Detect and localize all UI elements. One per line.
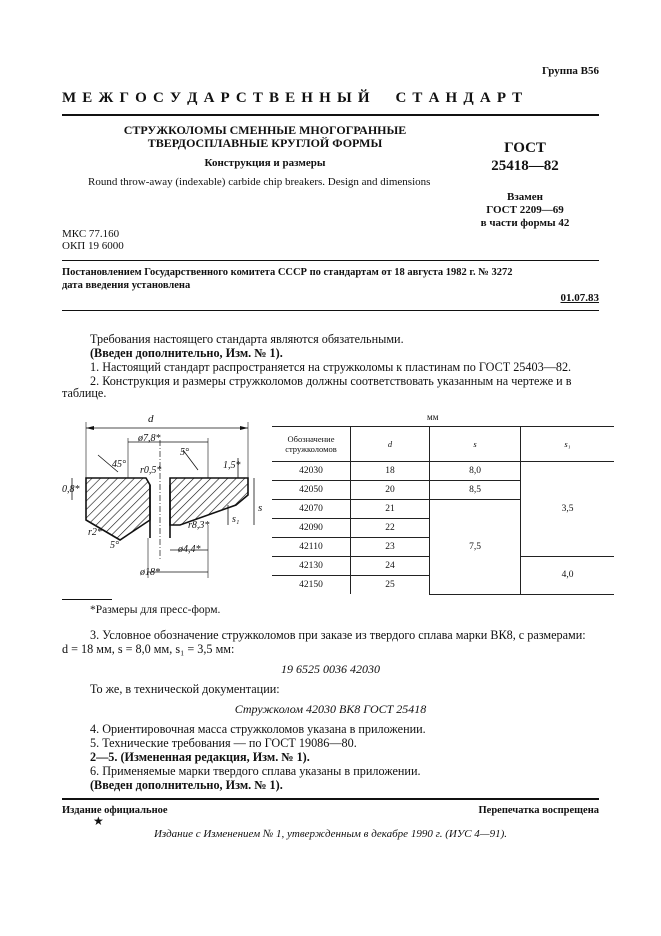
subtitle: Конструкция и размеры <box>204 157 326 169</box>
dim-d: d <box>148 413 154 425</box>
dimensions-table <box>272 426 614 595</box>
table-row: 42030 18 8,0 3,5 <box>272 462 614 481</box>
footnote-rule <box>62 599 112 600</box>
dim-4-4: ø4,4* <box>178 544 201 555</box>
table-row: 42090 22 <box>272 519 614 538</box>
footnote: *Размеры для пресс-форм. <box>90 604 221 616</box>
table-unit: мм <box>427 412 439 422</box>
mks-code: МКС 77.160 <box>62 228 120 240</box>
group-label: Группа В56 <box>541 65 599 77</box>
star-icon: ★ <box>93 814 104 828</box>
breaker-drawing <box>58 410 270 590</box>
dim-s: s <box>258 502 263 514</box>
replaces-label: Взамен <box>507 191 543 203</box>
para-amend-1: (Введен дополнительно, Изм. № 1). <box>90 346 283 360</box>
para-tech: То же, в технической документации: <box>90 682 280 696</box>
edition-note: Издание с Изменением № 1, утвержденным в декабре 1990 г. (ИУС 4—91). <box>153 828 508 840</box>
table-row: 42050 20 8,5 <box>272 481 614 500</box>
decree-rule <box>62 310 599 311</box>
header-d: d <box>351 427 430 462</box>
table-header-row <box>272 427 614 462</box>
para-3a: 3. Условное обозначение стружколомов при заказе из твердого сплава марки ВК8, с размерами: <box>90 628 586 642</box>
para-amend-2: (Введен дополнительно, Изм. № 1). <box>90 778 283 792</box>
title-line-1: СТРУЖКОЛОМЫ СМЕННЫЕ МНОГОГРАННЫЕ <box>123 123 407 137</box>
dim-r8-3: r8,3* <box>188 520 210 531</box>
dim-r2: r2* <box>88 527 102 538</box>
decree-line-1: Постановлением Государственного комитета СССР по стандартам от 18 августа 1982 г. № 3272 <box>62 267 513 278</box>
banner: М Е Ж Г О С У Д А Р С Т В Е Н Н Ы Й С Т А Н Д А Р Т <box>62 90 524 106</box>
para-6: 6. Применяемые марки твердого сплава указаны в приложении. <box>90 764 421 778</box>
title-line-2: ТВЕРДОСПЛАВНЫЕ КРУГЛОЙ ФОРМЫ <box>147 136 383 150</box>
official-edition: Издание официальное <box>62 805 168 816</box>
dim-angle-5: 5° <box>180 447 189 458</box>
dim-r0-5: r0,5* <box>140 465 162 476</box>
dim-1-5: 1,5* <box>223 460 241 471</box>
dim-angle-45: 45° <box>112 459 126 470</box>
replaces-gost: ГОСТ 2209—69 <box>486 204 564 216</box>
top-rule <box>62 114 599 116</box>
english-title: Round throw-away (indexable) carbide chip breakers. Design and dimensions <box>88 176 431 188</box>
replaces-part: в части формы 42 <box>480 217 570 229</box>
gost-number: 25418—82 <box>491 158 559 174</box>
reprint-prohibited: Перепечатка воспрещена <box>478 805 599 816</box>
para-5: 5. Технические требования — по ГОСТ 19086—80. <box>90 736 357 750</box>
para-4: 4. Ориентировочная масса стружколомов указана в приложении. <box>90 722 426 736</box>
para-2a: 2. Конструкция и размеры стружколомов должны соответствовать указанным на чертеже и в <box>90 374 572 388</box>
table-row: 42150 25 <box>272 576 614 595</box>
table-row: 42110 23 <box>272 538 614 557</box>
gost-label: ГОСТ <box>504 140 546 156</box>
para-3b: d = 18 мм, s = 8,0 мм, s₁ = 3,5 мм: <box>62 642 235 656</box>
dim-18: ø18* <box>140 567 160 578</box>
header-s: s <box>430 427 521 462</box>
para-2-5: 2—5. (Измененная редакция, Изм. № 1). <box>90 750 310 764</box>
para-1: 1. Настоящий стандарт распространяется на стружколомы к пластинам по ГОСТ 25403—82. <box>90 360 572 374</box>
intro-date: 01.07.83 <box>560 292 599 304</box>
decree-line-2: дата введения установлена <box>62 280 191 291</box>
designation-example: Стружколом 42030 ВК8 ГОСТ 25418 <box>234 702 427 716</box>
code-example: 19 6525 0036 42030 <box>281 662 380 676</box>
dim-angle-5b: 5° <box>110 540 119 551</box>
table-row: 42070 21 7,5 <box>272 500 614 519</box>
header-code: Обозначение стружколомов <box>272 427 351 462</box>
table-row: 42130 24 4,0 <box>272 557 614 576</box>
footer-rule <box>62 798 599 800</box>
dim-s1: s₁ <box>232 514 240 525</box>
dim-7-8: ø7,8* <box>138 433 161 444</box>
header-s1: s₁ <box>521 427 615 462</box>
okp-code: ОКП 19 6000 <box>62 240 124 252</box>
mid-rule <box>62 260 599 261</box>
para-mandatory: Требования настоящего стандарта являются обязательными. <box>90 332 404 346</box>
dim-0-8: 0,8* <box>62 484 80 495</box>
para-2b: таблице. <box>62 386 107 400</box>
